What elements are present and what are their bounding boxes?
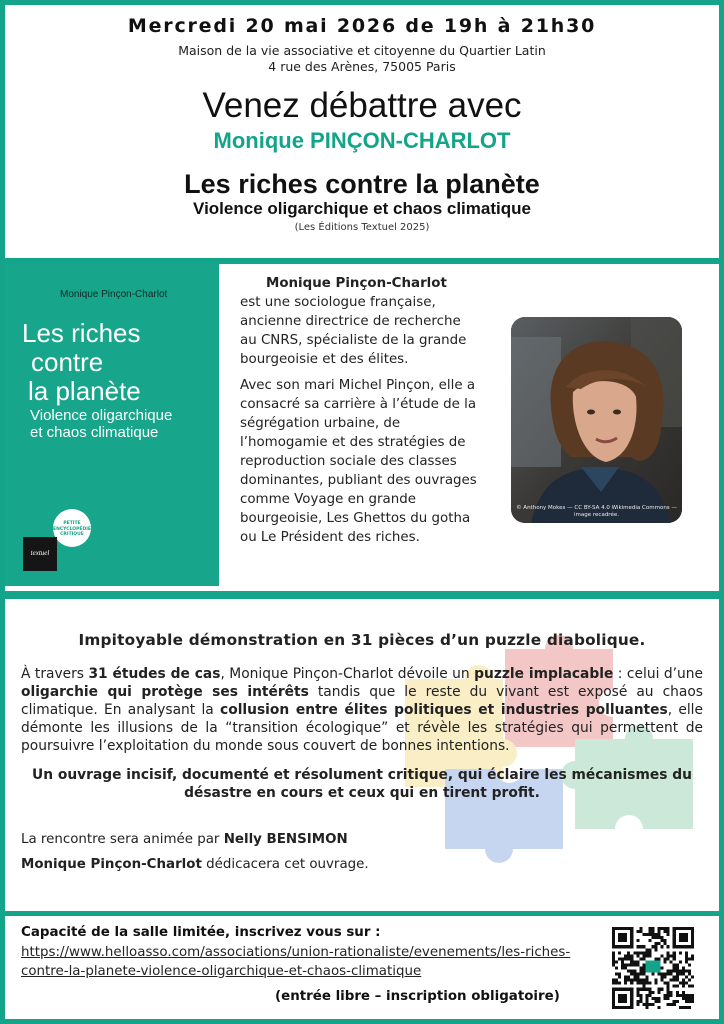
event-venue <box>5 43 719 75</box>
bio-text: est une sociologue française, ancienne directrice de recherche au CNRS, spécialiste de la grande bourgeoisie et des élites. <box>240 295 467 367</box>
venue-address: 4 rue des Arènes, 75005 Paris <box>268 59 456 74</box>
badge-line: ENCYCLOPÉDIE <box>53 526 91 532</box>
credit-line: image recadrée. <box>574 512 619 518</box>
badge-line: PETITE <box>63 521 81 526</box>
body-emphasis: puzzle implacable <box>474 666 614 682</box>
author-bio <box>240 274 480 554</box>
signing-suffix: dédicacera cet ouvrage. <box>201 857 369 872</box>
registration-title: Capacité de la salle limitée, inscrivez vous sur : <box>21 925 381 940</box>
moderator-prefix: La rencontre sera animée par <box>21 832 224 847</box>
collection-badge <box>53 509 91 547</box>
body-text: : celui d’une <box>613 666 704 682</box>
publisher-info: (Les Éditions Textuel 2025) <box>294 222 430 233</box>
signing-name: Monique Pinçon-Charlot <box>21 857 202 872</box>
bio-paragraph: Avec son mari Michel Pinçon, elle a consacré sa carrière à l’étude de la ségrégation urbaine, de l’homogamie et des stratégies de reproduction sociale des classes dominantes, publiant des ouvrages comme Voyage en grande bourgeoisie, Les Ghettos du gotha ou Le Président des riches. <box>240 378 477 545</box>
badge-line: CRITIQUE <box>60 532 84 537</box>
moderator-name: Nelly BENSIMON <box>223 832 348 847</box>
body-emphasis: collusion entre élites politiques et industries polluantes <box>220 702 668 718</box>
moderator-line <box>21 831 703 849</box>
body-text: À travers <box>21 666 89 682</box>
bio-name: Monique Pinçon-Charlot <box>266 276 447 291</box>
book-section <box>5 264 719 591</box>
cover-subtitle-line: Violence oligarchique <box>30 407 173 424</box>
body-emphasis: oligarchie qui protège ses intérêts <box>21 684 309 700</box>
qr-code-icon[interactable] <box>609 924 697 1012</box>
venue-name: Maison de la vie associative et citoyenne du Quartier Latin <box>178 43 546 58</box>
description-headline: Impitoyable démonstration en 31 pièces d’un puzzle diabolique. <box>78 631 646 649</box>
event-header <box>5 5 719 258</box>
photo-credit <box>511 505 682 519</box>
description-body <box>21 665 703 755</box>
body-text: , elle démonte les illusions de la “transition écologique” et révèle les stratégies qui permettent de poursuivre l’exploitation du monde sous couvert de bonnes intentions. <box>21 702 703 754</box>
registration-footer <box>5 916 719 1019</box>
description-conclusion: Un ouvrage incisif, documenté et résolument critique, qui éclaire les mécanismes du désastre en cours et ceux qui en tirent profit. <box>32 767 692 801</box>
registration-note: (entrée libre – inscription obligatoire) <box>275 989 560 1004</box>
book-subtitle: Violence oligarchique et chaos climatique <box>193 199 531 218</box>
publisher-logo: textuel <box>23 537 57 571</box>
cover-title-line: contre <box>31 347 104 377</box>
book-description <box>5 599 719 911</box>
invite-heading: Venez débattre avec <box>202 86 522 125</box>
cover-title-line: la planète <box>28 376 141 406</box>
body-text: , Monique Pinçon-Charlot dévoile un <box>220 666 475 682</box>
cover-title-line: Les riches <box>22 318 141 348</box>
event-date: Mercredi 20 mai 2026 de 19h à 21h30 <box>127 15 597 37</box>
book-cover <box>5 264 219 586</box>
registration-link[interactable]: https://www.helloasso.com/associations/union-rationaliste/evenements/les-riches-contre-la-planete-violence-oligarchique-et-chaos-climatique <box>21 945 571 979</box>
portrait-illustration <box>511 317 682 523</box>
credit-line: © Anthony Mokes — CC BY-SA 4.0 Wikimedia Commons — <box>516 505 677 511</box>
cover-author: Monique Pinçon-Charlot <box>60 289 168 300</box>
body-emphasis: 31 études de cas <box>88 666 221 682</box>
body-text: tandis que le reste du vivant est exposé au chaos climatique. En analysant la <box>21 684 703 718</box>
cover-title <box>22 319 141 406</box>
signing-line <box>21 856 703 874</box>
bio-paragraph <box>240 274 480 369</box>
cover-subtitle <box>30 407 172 441</box>
speaker-name: Monique PINÇON-CHARLOT <box>213 128 511 153</box>
cover-subtitle-line: et chaos climatique <box>30 424 159 441</box>
book-title: Les riches contre la planète <box>184 169 540 199</box>
author-photo <box>511 317 682 523</box>
